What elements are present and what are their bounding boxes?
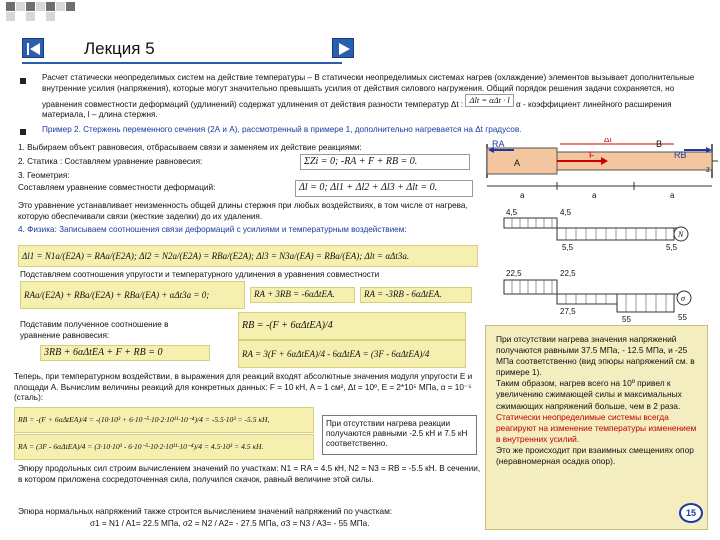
conclusion-text-1: При отсутствии нагрева значения напряжений получаются равными 37.5 МПа, - 12.5 МПа, и -25 МПа соответственно (вид эпюры напряжений см. в примере 1). xyxy=(496,334,695,378)
decor-square xyxy=(26,12,35,21)
s-value-3: 27,5 xyxy=(560,307,576,316)
step-3-compat: Составляем уравнение совместности деформаций: xyxy=(18,183,216,192)
intro-paragraph-1 xyxy=(42,73,702,121)
diagram-svg xyxy=(484,138,718,324)
substitution-formula-1: RAa/(E2A) + RBa/(E2A) + RBa/(EA) + αΔt3a = 0; xyxy=(20,281,245,309)
s-value-1: 22,5 xyxy=(506,269,522,278)
next-arrow-icon xyxy=(336,42,352,56)
no-heat-note: При отсутствии нагрева реакции получаются равными -2.5 кН и 7.5 кН соответственно. xyxy=(322,415,477,455)
eq-formula-3: RA = 3(F + 6αΔtEA)/4 - 6αΔtEA = (3F - 6αΔtEA)/4 xyxy=(238,340,466,368)
intro-paragraph-2: Пример 2. Стержень переменного сечения (2А и А), рассмотренный в примере 1, дополнительно нагревается на Δt градусов. xyxy=(42,125,522,134)
label-rb: RB xyxy=(674,150,687,160)
numeric-text: Теперь, при температурном воздействии, в выражения для реакций входят абсолютные значения модуля упругости E и площади A. Вычислим величины реакций для конкретных данных: F = 10 кН, A = 1 см², Δt = 10º, E = 2*10⁵ МПа, α = 10⁻⁵ (сталь): xyxy=(14,372,473,402)
equilibrium-formula: ΣZi = 0; -RA + F + RB = 0. xyxy=(300,154,470,170)
decor-square xyxy=(66,2,75,11)
label-ra: RA xyxy=(492,139,505,149)
stress-values: σ1 = N1 / A1= 22.5 МПа, σ2 = N2 / A2= - 27.5 МПа, σ3 = N3 / A3= - 55 МПа. xyxy=(90,519,370,528)
label-f: F xyxy=(589,150,595,160)
bullet-marker xyxy=(20,129,26,135)
n-value-3: 5,5 xyxy=(562,243,574,252)
substitution-label: Подставляем соотношения упругости и температурного удлинения в уравнения совместности xyxy=(20,270,380,279)
numeric-formula-ra: RA = (3F - 6αΔtEA)/4 = (3·10·10³ - 6·10⁻⁵·10·2·10¹¹·10⁻⁴)/4 = 4.5·10³ = 4.5 кН. xyxy=(14,434,314,460)
step-3-note: Это уравнение устанавливает неизменность общей длины стержня при любых воздействиях, в том числе от нагрева, которую обеспечивали связи (жесткие заделки) до их удаления. xyxy=(18,201,468,221)
numeric-formula-rb: RB = -(F + 6αΔtEA)/4 = -(10·10³ + 6·10⁻⁵·10·2·10¹¹·10⁻⁴)/4 = -5.5·10³ = -5.5 кН, xyxy=(14,407,314,433)
n-value-2: 4,5 xyxy=(560,208,572,217)
step-1: 1. Выбираем объект равновесия, отбрасываем связи и заменяем их действие реакциями: xyxy=(18,143,362,152)
substitution-formula-3: RA = -3RB - 6αΔtEA. xyxy=(360,287,472,303)
decor-square xyxy=(36,2,45,11)
n-epure-label: N xyxy=(678,230,684,239)
n-epure-negative xyxy=(557,228,674,240)
substitution-formula-2: RA + 3RB = -6αΔtEA. xyxy=(250,287,355,303)
bar-diagram xyxy=(484,138,718,324)
compatibility-formula: Δl = 0; Δl1 + Δl2 + Δl3 + Δlt = 0. xyxy=(295,180,473,197)
label-z: z xyxy=(706,165,710,174)
decor-square xyxy=(46,2,55,11)
eq-formula-1: 3RB + 6αΔtEA + F + RB = 0 xyxy=(40,345,210,361)
page-title: Лекция 5 xyxy=(84,39,155,58)
step-4: 4. Физика: Записываем соотношения связи деформаций с усилиями и температурным воздействием: xyxy=(18,225,407,234)
dim-label-3: a xyxy=(670,191,675,200)
eq-formula-2: RB = -(F + 6αΔtEA)/4 xyxy=(238,312,466,340)
conclusion-text-4: Это же происходит при взаимных смещениях опор (неравномерная осадка опор). xyxy=(496,444,694,467)
bar-segment-2a xyxy=(487,148,557,174)
n-value-4: 5,5 xyxy=(666,243,678,252)
stress-text: Эпюра нормальных напряжений также строится вычислением значений напряжений по участкам: xyxy=(18,507,393,516)
epure-hatching xyxy=(512,218,666,312)
epure-text: Эпюру продольных сил строим вычислением значений по участкам: N1 = RA = 4.5 кН, N2 = N3 = RB = -5.5 кН. В сечении, в котором приложена сосредоточенная сила, получился скачок, равный величине этой силы. xyxy=(18,464,481,484)
equilibrium-substitution-label: Подставим полученное соотношение в уравнение равновесия: xyxy=(20,320,169,340)
dim-label-2: a xyxy=(592,191,597,200)
intro-text-1-tail: α - коэффициент линейного расширения материала, l – длина стержня. xyxy=(42,99,672,120)
s-value-4: 55 xyxy=(622,315,631,324)
prev-arrow-icon xyxy=(26,42,42,56)
label-b: B xyxy=(656,139,663,149)
decor-square xyxy=(26,2,35,11)
label-a: A xyxy=(514,158,521,168)
physics-formula: Δl1 = N1a/(E2A) = RAa/(E2A); Δl2 = N2a/(E2A) = RBa/(E2A); Δl3 = N3a/(EA) = RBa/(EA); Δlt = αΔt3a. xyxy=(18,245,478,267)
intro-text-1: Расчет статически неопределимых систем на действие температуры – В статически неопределимых системах нагрев (охлаждение) элементов вызывает дополнительные внутренние усилия (напряжения), которые могут значительно превышать усилия от действия силового нагружения. Общий порядок решения задачи сохраняется, но уравнения совместности деформаций (удлинений) содержат удлинения от действия разности температур Δt : xyxy=(42,73,695,109)
label-dt: Δt xyxy=(604,138,612,144)
bullet-marker xyxy=(20,78,26,84)
decor-square xyxy=(46,12,55,21)
prev-slide-button[interactable] xyxy=(22,38,44,58)
s-epure-label: σ xyxy=(681,294,685,303)
title-underline xyxy=(22,62,342,64)
page-number: 15 xyxy=(679,503,703,523)
conclusion-text-3: Статически неопределимые системы всегда реагируют на изменение температуры изменением в внутренних усилий. xyxy=(496,411,697,444)
conclusion-text-2: Таким образом, нагрев всего на 10º привел к увеличению сжимающей силы и максимальных сжимающих напряжений больше, чем в 2 раза. xyxy=(496,378,682,411)
decor-square xyxy=(16,2,25,11)
dim-label-1: a xyxy=(520,191,525,200)
step-2: 2. Статика : Составляем уравнение равновесия: xyxy=(18,157,203,166)
intro-formula: Δlt = αΔt · l xyxy=(465,94,513,107)
decor-square xyxy=(56,2,65,11)
conclusion-panel xyxy=(485,325,708,530)
s-value-2: 22,5 xyxy=(560,269,576,278)
n-value-1: 4,5 xyxy=(506,208,518,217)
next-slide-button[interactable] xyxy=(332,38,354,58)
s-epure-negative-2 xyxy=(617,294,674,312)
decor-square xyxy=(6,12,15,21)
header-decoration xyxy=(6,2,156,24)
s-value-5: 55 xyxy=(678,313,687,322)
step-3: 3. Геометрия: xyxy=(18,171,70,180)
decor-square xyxy=(6,2,15,11)
title-row xyxy=(22,38,362,64)
